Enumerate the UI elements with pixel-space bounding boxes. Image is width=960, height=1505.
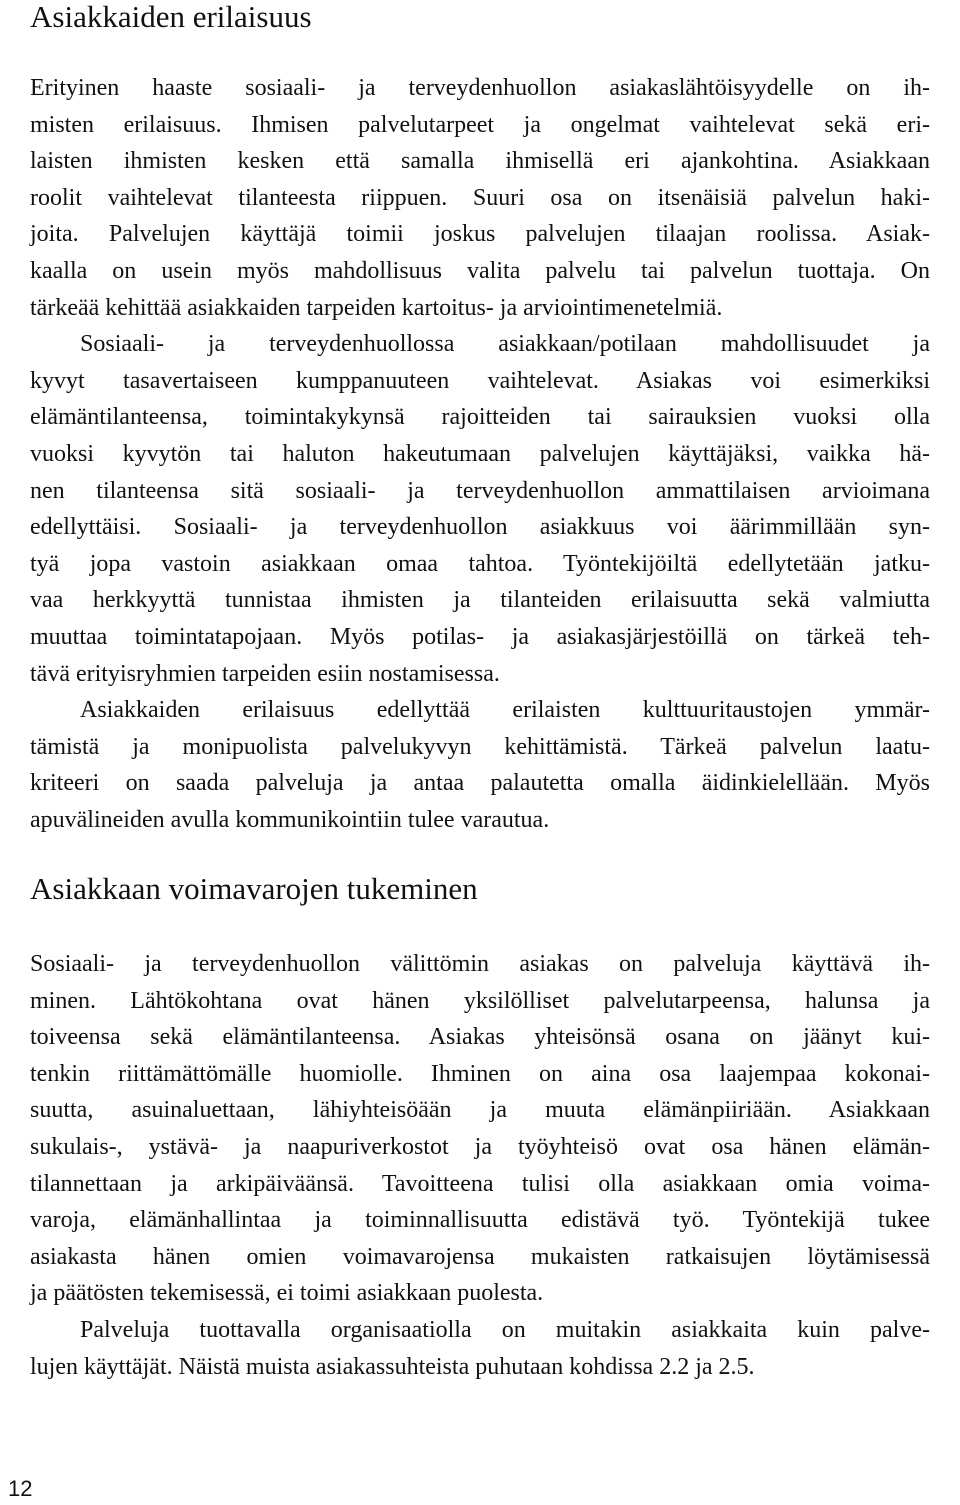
text-line: nen tilanteensa sitä sosiaali- ja terveydenhuollon ammattilaisen arvioimana <box>30 477 930 504</box>
section2-body <box>30 946 930 1385</box>
text-line: vaa herkkyyttä tunnistaa ihmisten ja tilanteiden erilaisuutta sekä valmiutta <box>30 587 930 614</box>
text-line: varoja, elämänhallintaa ja toiminnallisuutta edistävä työ. Työntekijä tukee <box>30 1207 930 1234</box>
text-line: lujen käyttäjät. Näistä muista asiakassuhteista puhutaan kohdissa 2.2 ja 2.5. <box>30 1353 755 1380</box>
text-line: edellyttäisi. Sosiaali- ja terveydenhuollon asiakkuus voi äärimmillään syn- <box>30 514 930 541</box>
text-line: Palveluja tuottavalla organisaatiolla on muitakin asiakkaita kuin palve- <box>80 1316 930 1343</box>
paragraph <box>30 70 930 326</box>
paragraph <box>30 946 930 1312</box>
text-line: misten erilaisuus. Ihmisen palvelutarpeet ja ongelmat vaihtelevat sekä eri- <box>30 111 930 138</box>
text-line: Sosiaali- ja terveydenhuollon välittömin asiakas on palveluja käyttävä ih- <box>30 951 930 977</box>
text-line: kriteeri on saada palveluja ja antaa palautetta omalla äidinkielellään. Myös <box>30 770 930 797</box>
text-line: minen. Lähtökohtana ovat hänen yksilölliset palvelutarpeensa, halunsa ja <box>30 987 930 1014</box>
text-line: laisten ihmisten kesken että samalla ihmisellä eri ajankohtina. Asiakkaan <box>30 148 930 175</box>
text-line: roolit vaihtelevat tilanteesta riippuen. Suuri osa on itsenäisiä palvelun haki- <box>30 184 930 211</box>
text-line: suutta, asuinaluettaan, lähiyhteisöään ja muuta elämänpiiriään. Asiakkaan <box>30 1097 930 1124</box>
text-line: tyä jopa vastoin asiakkaan omaa tahtoa. Työntekijöiltä edellytetään jatku- <box>30 550 930 577</box>
text-line: tilannettaan ja arkipäiväänsä. Tavoitteena tulisi olla asiakkaan omia voima- <box>30 1170 930 1197</box>
section-heading-voimavarojen-tukeminen: Asiakkaan voimavarojen tukeminen <box>30 871 478 906</box>
text-line: sukulais-, ystävä- ja naapuriverkostot ja työyhteisö ovat osa hänen elämän- <box>30 1133 930 1160</box>
text-line: Asiakkaiden erilaisuus edellyttää erilaisten kulttuuritaustojen ymmär- <box>80 697 930 724</box>
paragraph <box>30 326 930 692</box>
text-line: muuttaa toimintatapojaan. Myös potilas- ja asiakasjärjestöillä on tärkeä teh- <box>30 623 930 650</box>
text-line: toiveensa sekä elämäntilanteensa. Asiakas yhteisönsä osana on jäänyt kui- <box>30 1024 930 1051</box>
text-line: tärkeää kehittää asiakkaiden tarpeiden kartoitus- ja arviointimenetelmiä. <box>30 294 723 321</box>
paragraph <box>30 1312 930 1385</box>
text-line: vuoksi kyvytön tai haluton hakeutumaan palvelujen käyttäjäksi, vaikka hä- <box>30 440 930 467</box>
text-line: apuvälineiden avulla kommunikointiin tulee varautua. <box>30 806 550 833</box>
text-line: tävä erityisryhmien tarpeiden esiin nostamisessa. <box>30 660 500 687</box>
paragraph <box>30 692 930 838</box>
text-line: kyvyt tasavertaiseen kumppanuuteen vaihtelevat. Asiakas voi esimerkiksi <box>30 367 930 394</box>
section-heading-asiakkaiden-erilaisuus: Asiakkaiden erilaisuus <box>30 0 312 34</box>
text-line: elämäntilanteensa, toimintakykynsä rajoitteiden tai sairauksien vuoksi olla <box>30 404 930 431</box>
text-line: kaalla on usein myös mahdollisuus valita palvelu tai palvelun tuottaja. On <box>30 257 930 284</box>
text-line: tämistä ja monipuolista palvelukyvyn kehittämistä. Tärkeä palvelun laatu- <box>30 733 930 760</box>
text-line: asiakasta hänen omien voimavarojensa mukaisten ratkaisujen löytämisessä <box>30 1243 930 1270</box>
section1-body <box>30 70 930 838</box>
text-line: ja päätösten tekemisessä, ei toimi asiakkaan puolesta. <box>30 1280 544 1307</box>
text-line: tenkin riittämättömälle huomiolle. Ihminen on aina osa laajempaa kokonai- <box>30 1060 930 1087</box>
text-line: joita. Palvelujen käyttäjä toimii joskus palvelujen tilaajan roolissa. Asiak- <box>30 221 930 248</box>
text-line: Sosiaali- ja terveydenhuollossa asiakkaan/potilaan mahdollisuudet ja <box>80 331 930 358</box>
page-number: 12 <box>8 1476 33 1501</box>
text-line: Erityinen haaste sosiaali- ja terveydenhuollon asiakaslähtöisyydelle on ih- <box>30 75 930 101</box>
